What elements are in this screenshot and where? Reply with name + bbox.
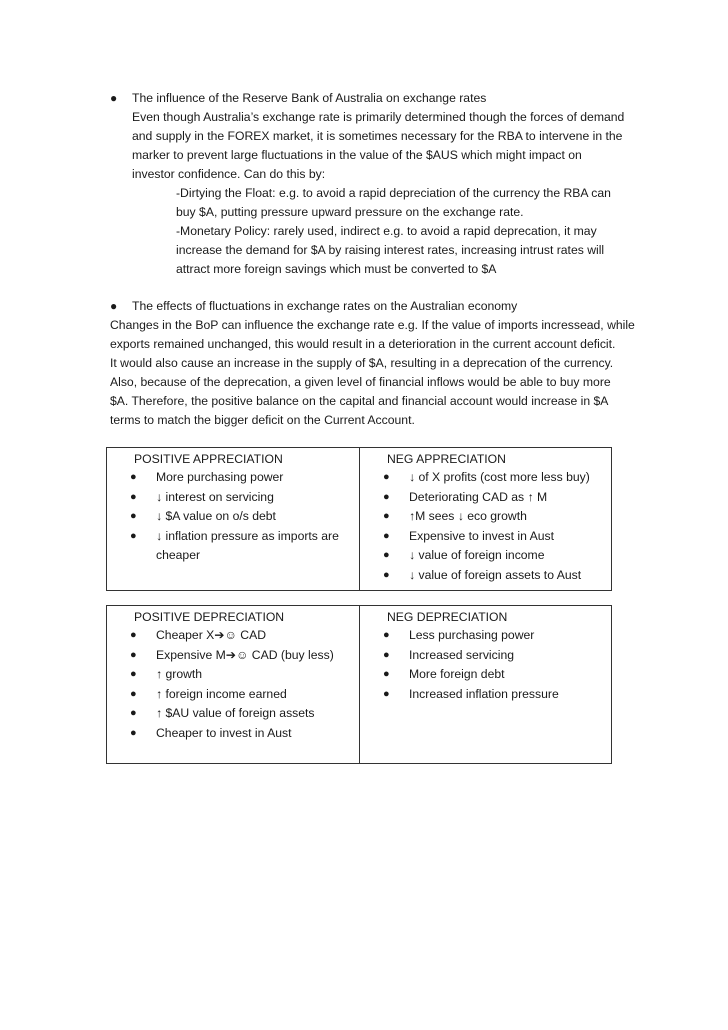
list-item: ● ↑ foreign income earned bbox=[107, 685, 359, 705]
indented-line: increase the demand for $A by raising interest rates, increasing intrust rates will bbox=[176, 243, 605, 257]
neg-depreciation-cell bbox=[360, 606, 612, 764]
bullet-section-2: ● bbox=[110, 299, 118, 313]
positive-depreciation-header: POSITIVE DEPRECIATION bbox=[134, 610, 285, 624]
neg-appreciation-cell bbox=[360, 448, 612, 591]
paragraph-line: Also, because of the deprecation, a given level of financial inflows would be able to buy more bbox=[110, 375, 611, 389]
indented-line: -Dirtying the Float: e.g. to avoid a rapid depreciation of the currency the RBA can bbox=[176, 186, 611, 200]
indented-line: -Monetary Policy: rarely used, indirect e.g. to avoid a rapid deprecation, it may bbox=[176, 224, 597, 238]
bullet: ● bbox=[383, 490, 390, 503]
indented-line: attract more foreign savings which must be converted to $A bbox=[176, 262, 497, 276]
paragraph-line: marker to prevent large fluctuations in the value of the $AUS which might impact on bbox=[132, 148, 582, 162]
bullet: ● bbox=[130, 707, 137, 720]
paragraph-line: exports remained unchanged, this would result in a deterioration in the current account deficit. bbox=[110, 337, 616, 351]
bullet: ● bbox=[130, 529, 137, 542]
bullet: ● bbox=[383, 629, 390, 641]
paragraph-line: investor confidence. Can do this by: bbox=[132, 167, 326, 181]
paragraph-line: $A. Therefore, the positive balance on the capital and financial account would increase in $A bbox=[110, 394, 609, 408]
bullet: ● bbox=[383, 549, 390, 562]
neg-appreciation-list bbox=[360, 468, 611, 590]
positive-appreciation-cell bbox=[107, 448, 360, 591]
list-item: ● More purchasing power bbox=[107, 468, 359, 488]
list-item: ● ↑ growth bbox=[107, 665, 359, 685]
paragraph-line: and supply in the FOREX market, it is sometimes necessary for the RBA to intervene in the bbox=[132, 129, 623, 143]
list-item: ● Increased servicing bbox=[360, 646, 611, 666]
bullet: ● bbox=[383, 568, 390, 581]
list-item: ● Deteriorating CAD as ↑ M bbox=[360, 488, 611, 508]
bullet: ● bbox=[383, 529, 390, 542]
bullet: ● bbox=[130, 629, 137, 641]
positive-depreciation-list bbox=[107, 626, 359, 748]
list-item: ● ↓ interest on servicing bbox=[107, 488, 359, 508]
neg-depreciation-list bbox=[360, 626, 611, 708]
appreciation-table bbox=[106, 447, 612, 591]
bullet: ● bbox=[383, 687, 390, 700]
bullet: ● bbox=[383, 668, 390, 681]
paragraph-line: It would also cause an increase in the supply of $A, resulting in a deprecation of the currency. bbox=[110, 356, 614, 370]
list-item: ● ↓ $A value on o/s debt bbox=[107, 507, 359, 527]
bullet: ● bbox=[383, 471, 390, 483]
bullet: ● bbox=[130, 687, 137, 700]
list-item: ● Increased inflation pressure bbox=[360, 685, 611, 705]
bullet: ● bbox=[130, 726, 137, 739]
bullet: ● bbox=[130, 668, 137, 681]
neg-appreciation-header: NEG APPRECIATION bbox=[387, 452, 506, 466]
list-item: ● ↑ $AU value of foreign assets bbox=[107, 704, 359, 724]
paragraph-line: terms to match the bigger deficit on the Current Account. bbox=[110, 413, 415, 427]
bullet: ● bbox=[383, 648, 390, 661]
section-2-heading: The effects of fluctuations in exchange rates on the Australian economy bbox=[132, 299, 518, 313]
positive-appreciation-list bbox=[107, 468, 359, 570]
depreciation-table bbox=[106, 605, 612, 764]
bullet: ● bbox=[383, 510, 390, 523]
list-item: ● ↓ of X profits (cost more less buy) bbox=[360, 468, 611, 488]
list-item: ● Expensive M➔☺ CAD (buy less) bbox=[107, 646, 359, 666]
bullet: ● bbox=[130, 471, 137, 483]
list-item: ● ↓ value of foreign income bbox=[360, 546, 611, 566]
list-item: ● ↑M sees ↓ eco growth bbox=[360, 507, 611, 527]
list-item: ● Expensive to invest in Aust bbox=[360, 527, 611, 547]
positive-appreciation-header: POSITIVE APPRECIATION bbox=[134, 452, 283, 466]
list-item: ● Less purchasing power bbox=[360, 626, 611, 646]
list-item: ● Cheaper to invest in Aust bbox=[107, 724, 359, 744]
paragraph-line: Changes in the BoP can influence the exchange rate e.g. If the value of imports incressead, while bbox=[110, 318, 635, 332]
positive-depreciation-cell bbox=[107, 606, 360, 764]
list-item: ● ↓ inflation pressure as imports are cheaper bbox=[130, 528, 339, 563]
list-item: ● ↓ value of foreign assets to Aust bbox=[360, 566, 611, 586]
indented-line: buy $A, putting pressure upward pressure on the exchange rate. bbox=[176, 205, 524, 219]
bullet: ● bbox=[130, 490, 137, 503]
section-1-heading: The influence of the Reserve Bank of Australia on exchange rates bbox=[132, 91, 487, 105]
list-item: ● Cheaper X➔☺ CAD bbox=[107, 626, 359, 646]
bullet: ● bbox=[130, 648, 137, 661]
bullet-section-1: ● bbox=[110, 91, 118, 105]
paragraph-line: Even though Australia’s exchange rate is primarily determined though the forces of demand bbox=[132, 110, 625, 124]
list-item: ● More foreign debt bbox=[360, 665, 611, 685]
bullet: ● bbox=[130, 510, 137, 523]
neg-depreciation-header: NEG DEPRECIATION bbox=[387, 610, 508, 624]
